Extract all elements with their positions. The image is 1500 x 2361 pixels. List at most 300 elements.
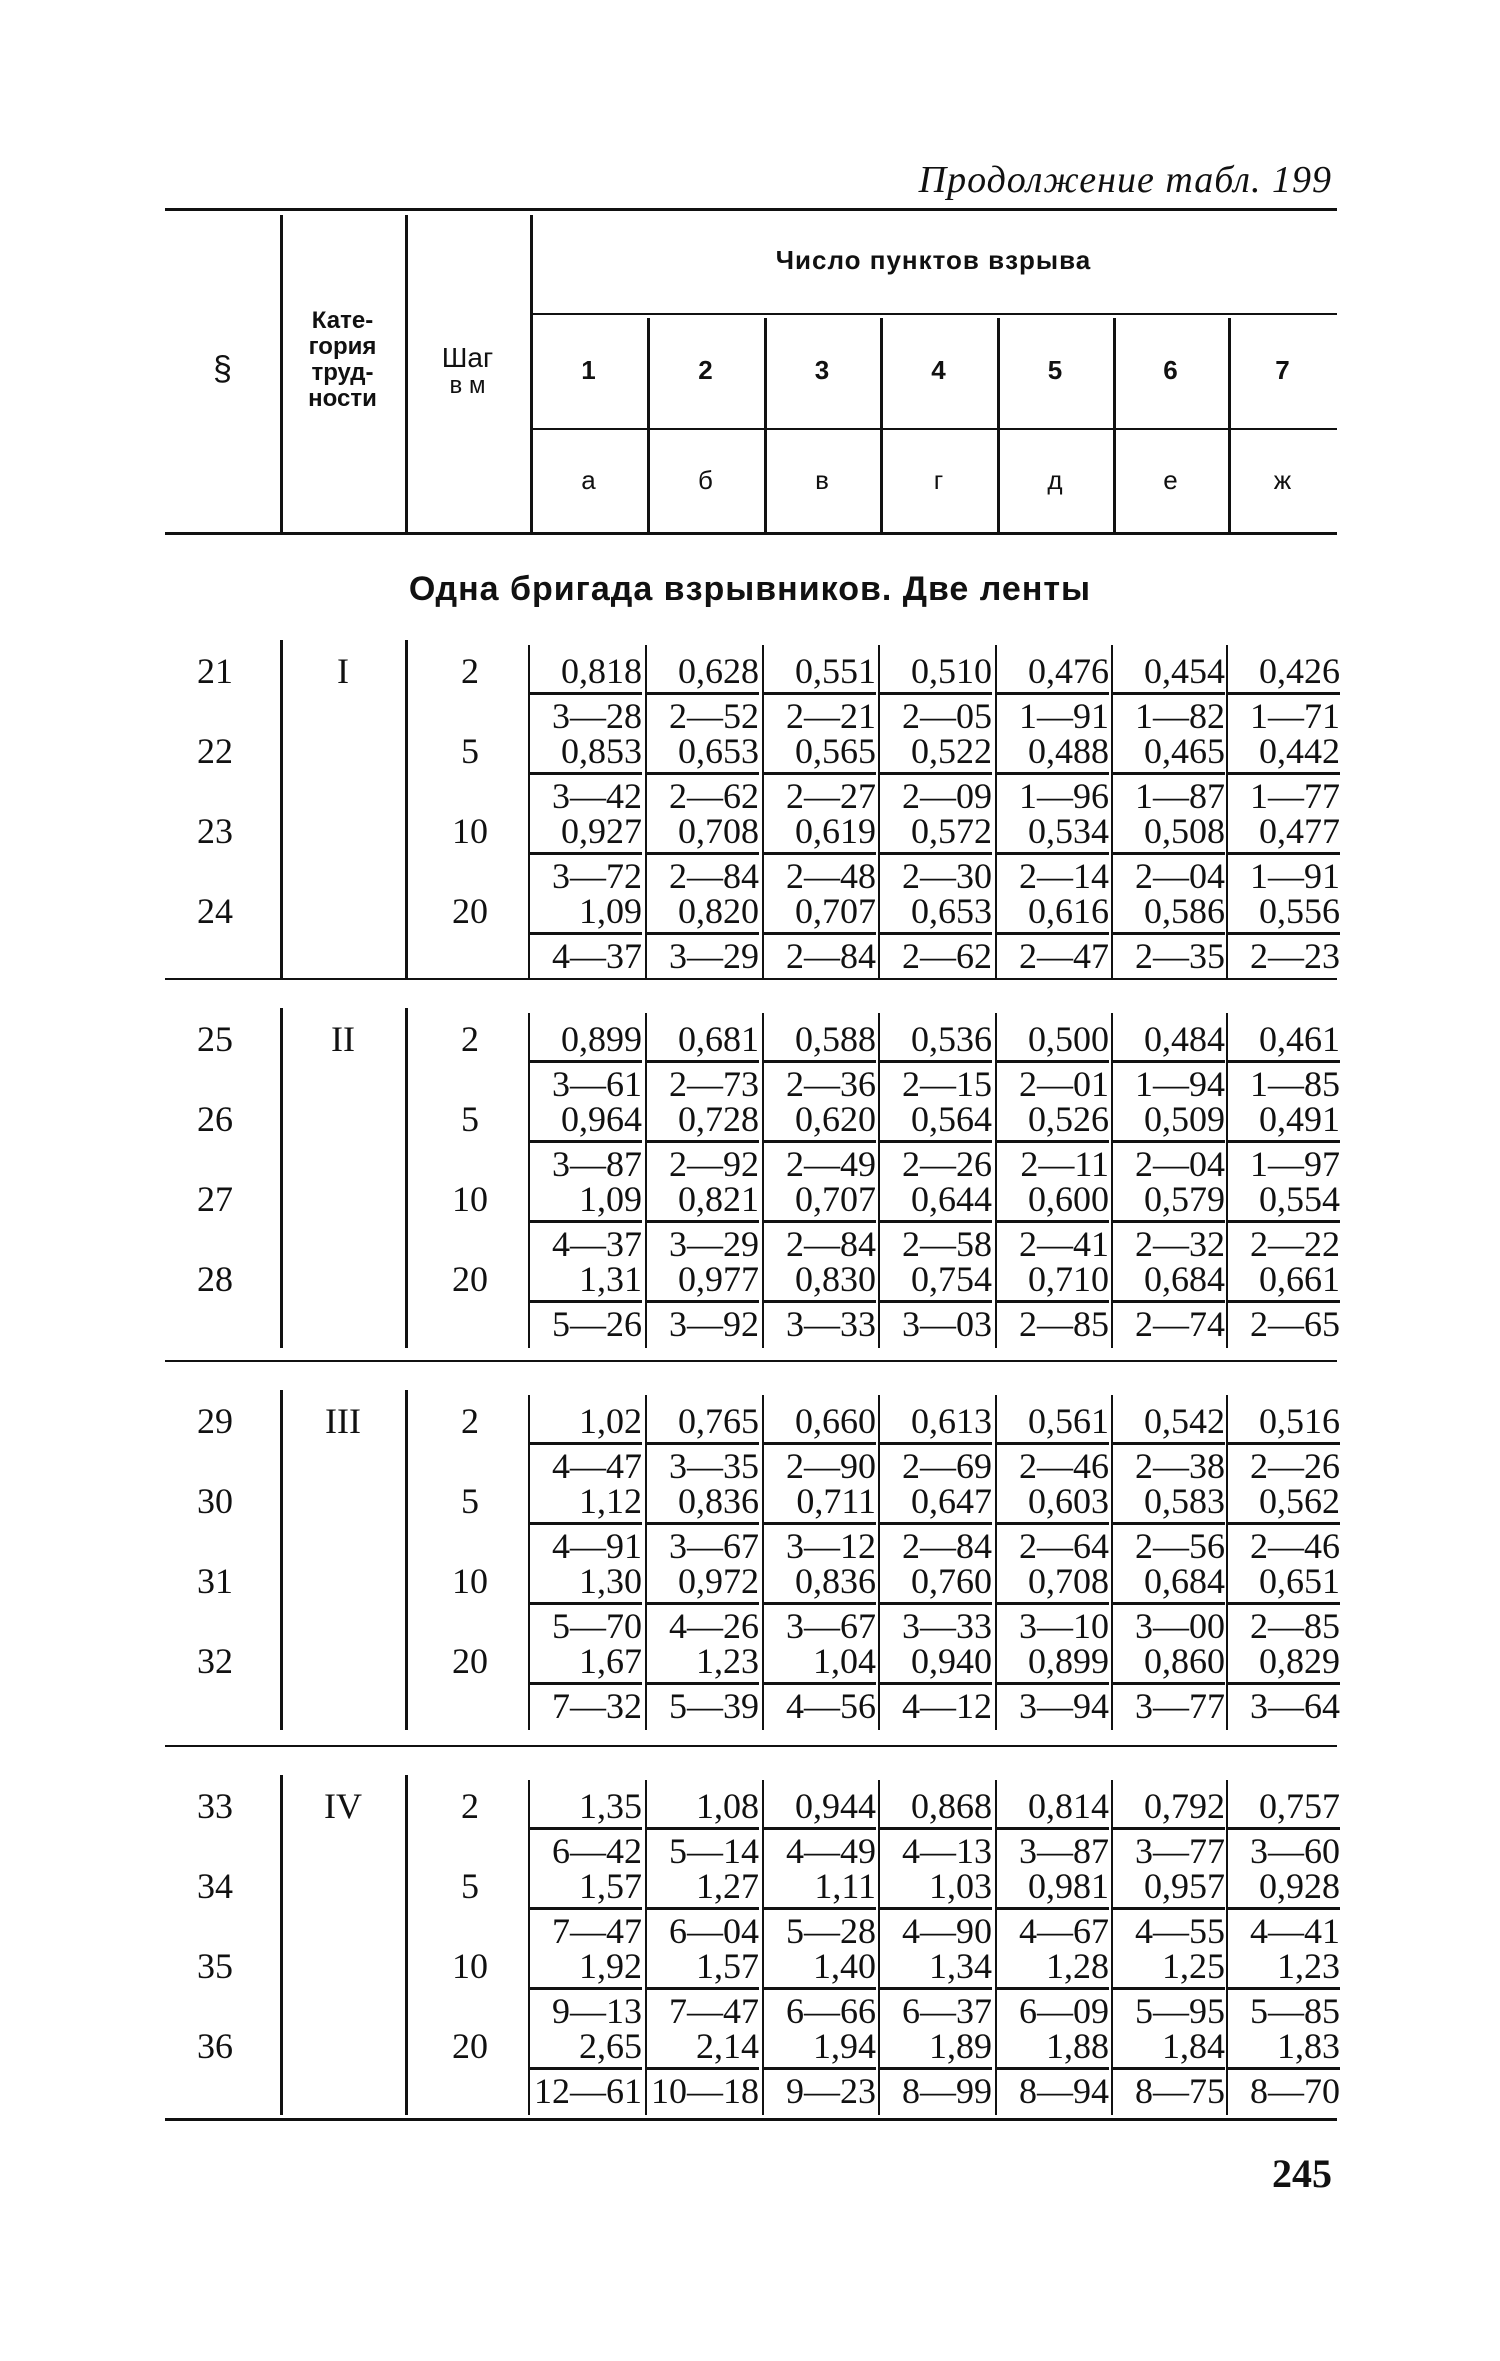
letter-label: а [581,465,596,495]
section-number: 34 [197,1866,233,1906]
cell-subvalue: 10—18 [647,2067,759,2112]
cell-subvalue: 2—46 [1228,1522,1340,1567]
cell-value: 1,31 [579,1259,642,1299]
table-header-bottom-rule [165,532,1337,535]
cell-subvalue: 2—52 [647,692,759,737]
count-label: 4 [931,355,946,385]
cell-value: 1,57 [579,1866,642,1906]
cell-value: 0,619 [795,811,876,851]
cell-subvalue: 2—48 [764,852,876,897]
cell-subvalue: 3—33 [880,1602,992,1647]
cell-subvalue: 8—99 [880,2067,992,2112]
cell-subvalue: 7—32 [530,1682,642,1727]
cell-subvalue: 12—61 [530,2067,642,2112]
cell-value: 0,927 [561,811,642,851]
cell-value: 0,647 [911,1481,992,1521]
cell-subvalue: 2—38 [1113,1442,1225,1487]
cell-subvalue: 3—67 [764,1602,876,1647]
cell-subvalue: 2—41 [997,1220,1109,1265]
cell-subvalue: 2—62 [647,772,759,817]
cell-value: 0,572 [911,811,992,851]
cell-value: 0,661 [1259,1259,1340,1299]
cell-subvalue: 2—47 [997,932,1109,977]
cell-subvalue: 2—58 [880,1220,992,1265]
cell-subvalue: 2—62 [880,932,992,977]
count-label: 6 [1163,355,1178,385]
cell-subvalue: 8—70 [1228,2067,1340,2112]
step-value: 2 [461,1401,479,1441]
cell-subvalue: 2—23 [1228,932,1340,977]
cell-subvalue: 2—22 [1228,1220,1340,1265]
cell-subvalue: 3—29 [647,932,759,977]
cell-value: 0,818 [561,651,642,691]
cell-subvalue: 2—85 [997,1300,1109,1345]
cell-value: 0,972 [678,1561,759,1601]
cell-subvalue: 6—04 [647,1907,759,1952]
cell-value: 0,977 [678,1259,759,1299]
cell-value: 1,23 [696,1641,759,1681]
cell-subvalue: 2—30 [880,852,992,897]
cell-subvalue: 1—85 [1228,1060,1340,1105]
cell-value: 0,516 [1259,1401,1340,1441]
cell-subvalue: 4—41 [1228,1907,1340,1952]
cell-value: 0,964 [561,1099,642,1139]
cell-value: 0,579 [1144,1179,1225,1219]
step-value: 10 [452,811,488,851]
step-value: 20 [452,891,488,931]
cell-subvalue: 5—39 [647,1682,759,1727]
cell-subvalue: 4—91 [530,1522,642,1567]
cell-value: 0,542 [1144,1401,1225,1441]
cell-value: 0,554 [1259,1179,1340,1219]
cell-value: 1,40 [813,1946,876,1986]
cell-value: 0,644 [911,1179,992,1219]
cell-subvalue: 3—72 [530,852,642,897]
count-divider [1113,318,1116,533]
cell-value: 0,899 [1028,1641,1109,1681]
step-divider [405,640,408,980]
cell-value: 1,89 [929,2026,992,2066]
cell-value: 0,684 [1144,1259,1225,1299]
cell-value: 1,04 [813,1641,876,1681]
cell-subvalue: 2—84 [647,852,759,897]
cell-value: 1,03 [929,1866,992,1906]
step-value: 2 [461,1019,479,1059]
cell-subvalue: 2—01 [997,1060,1109,1105]
group-title: Число пунктов взрыва [775,245,1092,275]
count-label: 3 [814,355,830,385]
block-separator [165,1745,1337,1747]
cell-subvalue: 5—95 [1113,1987,1225,2032]
cell-value: 0,628 [678,651,759,691]
cell-value: 0,829 [1259,1641,1340,1681]
cell-subvalue: 4—47 [530,1442,642,1487]
cell-subvalue: 3—67 [647,1522,759,1567]
cell-subvalue: 3—87 [997,1827,1109,1872]
cell-value: 1,67 [579,1641,642,1681]
cell-value: 0,684 [1144,1561,1225,1601]
category-label: II [331,1019,355,1059]
cell-value: 0,928 [1259,1866,1340,1906]
step-value: 5 [461,731,479,771]
cell-subvalue: 5—26 [530,1300,642,1345]
block-separator [165,1360,1337,1362]
cell-value: 0,600 [1028,1179,1109,1219]
cell-value: 0,765 [678,1401,759,1441]
cell-value: 0,477 [1259,811,1340,851]
cell-value: 0,603 [1028,1481,1109,1521]
cell-subvalue: 2—11 [997,1140,1109,1185]
cell-subvalue: 3—00 [1113,1602,1225,1647]
cell-subvalue: 8—75 [1113,2067,1225,2112]
section-number: 28 [197,1259,233,1299]
cell-subvalue: 2—32 [1113,1220,1225,1265]
cell-subvalue: 1—71 [1228,692,1340,737]
cell-value: 0,821 [678,1179,759,1219]
cell-subvalue: 6—37 [880,1987,992,2032]
cell-subvalue: 2—27 [764,772,876,817]
step-value: 10 [452,1561,488,1601]
section-symbol: § [213,350,232,388]
cell-value: 0,454 [1144,651,1225,691]
cell-value: 0,836 [678,1481,759,1521]
cell-value: 1,25 [1162,1946,1225,1986]
letter-label: ж [1273,465,1292,495]
cell-value: 0,556 [1259,891,1340,931]
cell-value: 2,65 [579,2026,642,2066]
section-number: 27 [197,1179,233,1219]
cell-value: 1,92 [579,1946,642,1986]
cell-value: 1,57 [696,1946,759,1986]
cell-value: 0,561 [1028,1401,1109,1441]
cell-value: 0,522 [911,731,992,771]
cell-subvalue: 2—90 [764,1442,876,1487]
cell-subvalue: 4—67 [997,1907,1109,1952]
cell-value: 1,35 [579,1786,642,1826]
cell-value: 1,02 [579,1401,642,1441]
cell-subvalue: 2—26 [1228,1442,1340,1487]
cell-value: 0,509 [1144,1099,1225,1139]
section-title: Одна бригада взрывников. Две ленты [408,570,1092,608]
letter-label: б [698,465,713,495]
cell-value: 0,711 [796,1481,876,1521]
cell-value: 0,708 [1028,1561,1109,1601]
count-divider [1228,318,1231,533]
cell-value: 0,944 [795,1786,876,1826]
cell-value: 1,83 [1277,2026,1340,2066]
cell-subvalue: 6—42 [530,1827,642,1872]
step-divider [405,1390,408,1730]
cell-value: 0,957 [1144,1866,1225,1906]
cell-value: 0,728 [678,1099,759,1139]
step-divider [405,1775,408,2115]
cell-value: 0,510 [911,651,992,691]
cell-value: 0,616 [1028,891,1109,931]
step-value: 2 [461,1786,479,1826]
category-divider [280,640,283,980]
cell-value: 0,426 [1259,651,1340,691]
cell-subvalue: 7—47 [647,1987,759,2032]
cell-value: 0,465 [1144,731,1225,771]
counts-rule [530,428,1337,430]
cell-value: 0,830 [795,1259,876,1299]
cell-subvalue: 3—03 [880,1300,992,1345]
cell-subvalue: 3—87 [530,1140,642,1185]
cell-subvalue: 2—73 [647,1060,759,1105]
step-header-line: в м [449,372,486,399]
category-divider [280,1775,283,2115]
cell-value: 0,562 [1259,1481,1340,1521]
cell-subvalue: 3—94 [997,1682,1109,1727]
cell-subvalue: 2—35 [1113,932,1225,977]
group-rule [530,313,1337,315]
cell-subvalue: 1—96 [997,772,1109,817]
cell-value: 1,27 [696,1866,759,1906]
table-bottom-rule [165,2118,1337,2121]
cell-subvalue: 3—77 [1113,1682,1225,1727]
cell-value: 0,814 [1028,1786,1109,1826]
table-top-rule [165,208,1337,211]
category-header-line: ности [308,385,377,412]
step-value: 20 [452,1259,488,1299]
cell-subvalue: 2—04 [1113,1140,1225,1185]
letter-label: г [933,465,944,495]
cell-value: 1,94 [813,2026,876,2066]
section-number: 24 [197,891,233,931]
cell-subvalue: 2—36 [764,1060,876,1105]
cell-value: 0,491 [1259,1099,1340,1139]
step-value: 20 [452,1641,488,1681]
cell-subvalue: 5—70 [530,1602,642,1647]
cell-subvalue: 3—42 [530,772,642,817]
cell-subvalue: 6—66 [764,1987,876,2032]
cell-subvalue: 2—05 [880,692,992,737]
cell-value: 0,707 [795,1179,876,1219]
cell-value: 0,508 [1144,811,1225,851]
cell-value: 0,461 [1259,1019,1340,1059]
cell-value: 0,564 [911,1099,992,1139]
section-number: 36 [197,2026,233,2066]
cell-subvalue: 9—23 [764,2067,876,2112]
cell-subvalue: 5—28 [764,1907,876,1952]
count-label: 2 [698,355,713,385]
cell-subvalue: 2—84 [764,932,876,977]
cell-subvalue: 5—85 [1228,1987,1340,2032]
cell-value: 1,12 [579,1481,642,1521]
cell-value: 1,08 [696,1786,759,1826]
cell-value: 1,88 [1046,2026,1109,2066]
cell-value: 2,14 [696,2026,759,2066]
count-divider [997,318,1000,533]
step-value: 5 [461,1481,479,1521]
step-value: 10 [452,1946,488,1986]
cell-subvalue: 4—90 [880,1907,992,1952]
cell-subvalue: 2—84 [880,1522,992,1567]
cell-value: 0,500 [1028,1019,1109,1059]
cell-value: 0,757 [1259,1786,1340,1826]
section-number: 26 [197,1099,233,1139]
category-label: IV [324,1786,362,1826]
cell-value: 1,30 [579,1561,642,1601]
section-number: 32 [197,1641,233,1681]
cell-value: 0,660 [795,1401,876,1441]
cell-value: 1,84 [1162,2026,1225,2066]
cell-subvalue: 2—21 [764,692,876,737]
cell-subvalue: 4—37 [530,932,642,977]
cell-value: 0,681 [678,1019,759,1059]
count-divider [764,318,767,533]
cell-subvalue: 3—92 [647,1300,759,1345]
section-number: 22 [197,731,233,771]
step-divider [405,1008,408,1348]
cell-value: 0,526 [1028,1099,1109,1139]
cell-subvalue: 2—49 [764,1140,876,1185]
section-number: 33 [197,1786,233,1826]
cell-subvalue: 2—15 [880,1060,992,1105]
cell-subvalue: 1—91 [1228,852,1340,897]
cell-value: 1,28 [1046,1946,1109,1986]
cell-value: 0,488 [1028,731,1109,771]
count-label: 1 [581,355,596,385]
cell-subvalue: 4—12 [880,1682,992,1727]
page-number: 245 [1272,2151,1332,2196]
cell-subvalue: 3—12 [764,1522,876,1567]
letter-label: е [1163,465,1178,495]
cell-subvalue: 4—26 [647,1602,759,1647]
cell-subvalue: 3—77 [1113,1827,1225,1872]
cell-subvalue: 2—69 [880,1442,992,1487]
cell-value: 1,11 [814,1866,876,1906]
letter-label: в [815,465,829,495]
count-divider [647,318,650,533]
cell-value: 0,653 [678,731,759,771]
cell-subvalue: 3—29 [647,1220,759,1265]
cell-subvalue: 9—13 [530,1987,642,2032]
cell-subvalue: 2—64 [997,1522,1109,1567]
block-separator [165,978,1337,980]
count-label: 7 [1275,355,1290,385]
cell-value: 0,484 [1144,1019,1225,1059]
step-value: 2 [461,651,479,691]
category-header-line: гория [308,333,377,360]
cell-value: 0,820 [678,891,759,931]
cell-value: 0,792 [1144,1786,1225,1826]
cell-subvalue: 4—55 [1113,1907,1225,1952]
category-header-line: труд- [311,359,374,386]
cell-subvalue: 2—09 [880,772,992,817]
cell-value: 0,940 [911,1641,992,1681]
count-label: 5 [1047,355,1063,385]
cell-value: 0,476 [1028,651,1109,691]
section-number: 25 [197,1019,233,1059]
cell-subvalue: 7—47 [530,1907,642,1952]
cell-subvalue: 2—46 [997,1442,1109,1487]
cell-value: 0,710 [1028,1259,1109,1299]
section-number: 29 [197,1401,233,1441]
section-number: 21 [197,651,233,691]
cell-subvalue: 4—37 [530,1220,642,1265]
step-value: 5 [461,1866,479,1906]
cell-subvalue: 1—77 [1228,772,1340,817]
cell-subvalue: 2—85 [1228,1602,1340,1647]
step-value: 20 [452,2026,488,2066]
cell-value: 0,707 [795,891,876,931]
cell-value: 0,586 [1144,891,1225,931]
cell-subvalue: 8—94 [997,2067,1109,2112]
cell-value: 0,860 [1144,1641,1225,1681]
cell-value: 0,981 [1028,1866,1109,1906]
cell-value: 0,620 [795,1099,876,1139]
cell-value: 0,760 [911,1561,992,1601]
cell-value: 0,442 [1259,731,1340,771]
cell-value: 0,534 [1028,811,1109,851]
cell-value: 0,551 [795,651,876,691]
cell-subvalue: 4—49 [764,1827,876,1872]
cell-value: 0,836 [795,1561,876,1601]
continuation-title: Продолжение табл. 199 [918,159,1332,201]
step-value: 5 [461,1099,479,1139]
step-value: 10 [452,1179,488,1219]
cell-subvalue: 2—92 [647,1140,759,1185]
section-number: 30 [197,1481,233,1521]
cell-subvalue: 2—74 [1113,1300,1225,1345]
cell-subvalue: 4—56 [764,1682,876,1727]
cell-value: 0,588 [795,1019,876,1059]
count-divider [880,318,883,533]
cell-subvalue: 2—56 [1113,1522,1225,1567]
cell-subvalue: 5—14 [647,1827,759,1872]
cell-subvalue: 1—91 [997,692,1109,737]
cell-subvalue: 3—61 [530,1060,642,1105]
category-header-line: Кате- [311,307,374,334]
section-number: 35 [197,1946,233,1986]
section-number: 31 [197,1561,233,1601]
cell-subvalue: 2—26 [880,1140,992,1185]
cell-subvalue: 2—65 [1228,1300,1340,1345]
cell-subvalue: 3—10 [997,1602,1109,1647]
cell-value: 0,754 [911,1259,992,1299]
category-label: I [337,651,349,691]
letter-label: д [1047,465,1063,495]
cell-subvalue: 6—09 [997,1987,1109,2032]
cell-subvalue: 1—97 [1228,1140,1340,1185]
cell-subvalue: 3—33 [764,1300,876,1345]
cell-subvalue: 3—64 [1228,1682,1340,1727]
cell-value: 0,868 [911,1786,992,1826]
cell-value: 1,34 [929,1946,992,1986]
cell-value: 0,583 [1144,1481,1225,1521]
cell-subvalue: 3—60 [1228,1827,1340,1872]
cell-value: 0,613 [911,1401,992,1441]
cell-subvalue: 3—28 [530,692,642,737]
cell-value: 1,09 [579,891,642,931]
cell-subvalue: 2—04 [1113,852,1225,897]
cell-value: 0,899 [561,1019,642,1059]
cell-subvalue: 1—94 [1113,1060,1225,1105]
cell-subvalue: 3—35 [647,1442,759,1487]
cell-value: 1,09 [579,1179,642,1219]
cell-value: 0,708 [678,811,759,851]
step-header-line: Шаг [441,342,494,373]
cell-value: 0,853 [561,731,642,771]
cell-value: 0,653 [911,891,992,931]
cell-value: 0,565 [795,731,876,771]
section-number: 23 [197,811,233,851]
category-label: III [325,1401,361,1441]
category-divider [280,1008,283,1348]
cell-value: 0,536 [911,1019,992,1059]
cell-subvalue: 2—14 [997,852,1109,897]
